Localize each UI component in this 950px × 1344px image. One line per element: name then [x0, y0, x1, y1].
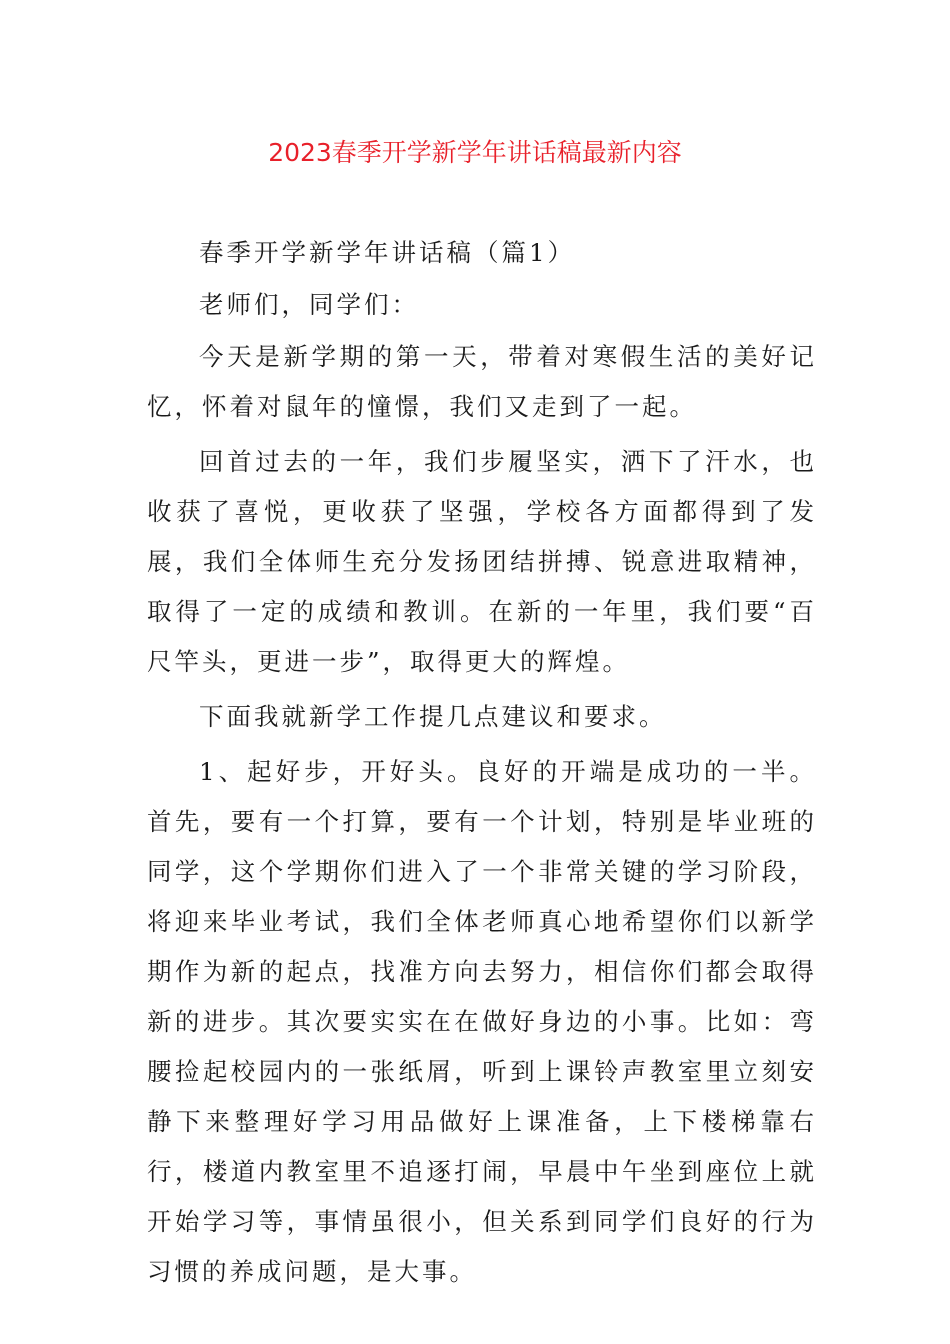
- paragraph: 1、起好步，开好头。良好的开端是成功的一半。首先，要有一个打算，要有一个计划，特别是毕业班的同学，这个学期你们进入了一个非常关键的学习阶段，将迎来毕业考试，我们全体老师真心地希望你们以新学期作为新的起点，找准方向去努力，相信你们都会取得新的进步。其次要实实在在做好身边的小事。比如：弯腰捡起校园内的一张纸屑，听到上课铃声教室里立刻安静下来整理好学习用品做好上课准备，上下楼梯靠右行，楼道内教室里不追逐打闹，早晨中午坐到座位上就开始学习等，事情虽很小，但关系到同学们良好的行为习惯的养成问题，是大事。: [147, 757, 817, 1286]
- paragraph: 回首过去的一年，我们步履坚实，洒下了汗水，也收获了喜悦，更收获了坚强，学校各方面都得到了发展，我们全体师生充分发扬团结拼搏、锐意进取精神，取得了一定的成绩和教训。在新的一年里，我们要“百尺竿头，更进一步”，取得更大的辉煌。: [147, 447, 817, 676]
- paragraph-subtitle: 春季开学新学年讲话稿（篇1）: [199, 238, 576, 267]
- paragraph: 下面我就新学工作提几点建议和要求。: [199, 702, 667, 731]
- document-title: 2023春季开学新学年讲话稿最新内容: [268, 138, 682, 167]
- paragraph: 今天是新学期的第一天，带着对寒假生活的美好记忆，怀着对鼠年的憧憬，我们又走到了一起。: [147, 342, 817, 421]
- document-body: [147, 228, 817, 1302]
- paragraph-salutation: 老师们，同学们：: [199, 290, 419, 319]
